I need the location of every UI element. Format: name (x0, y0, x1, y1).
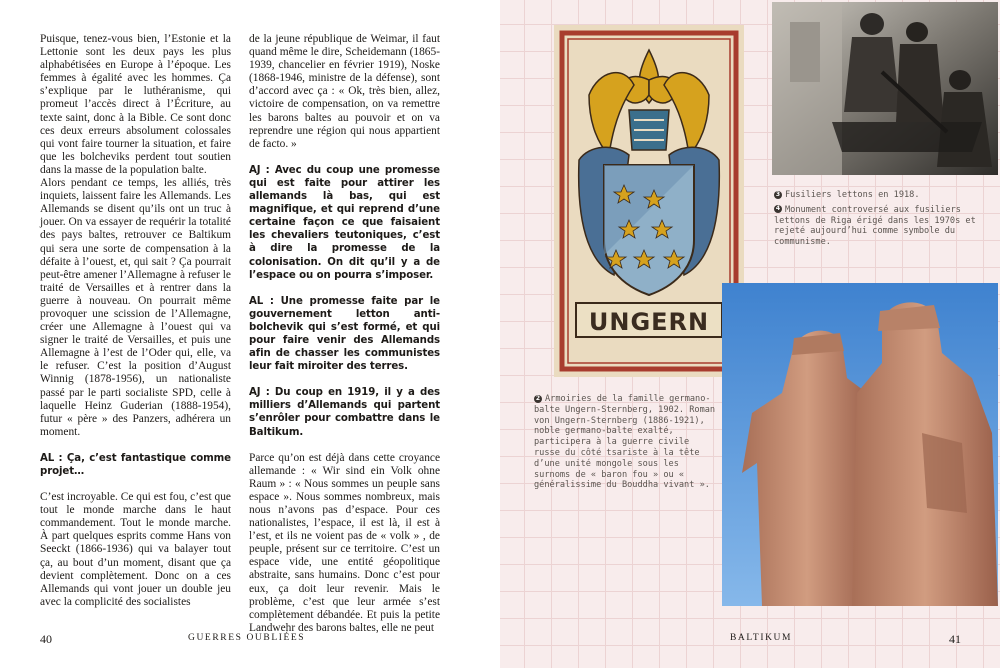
page-number: 40 (40, 632, 52, 646)
riflemen-monument-photo (722, 283, 998, 606)
riflemen-photo-art (772, 2, 998, 175)
coat-of-arms-image (554, 25, 744, 377)
paragraph: Parce qu’on est déjà dans cette croyance allemande : « Wir sind ein Volk ohne Raum » : « Nous sommes un peuple sans espace ». Nous sommes nombreux, mais nous n’avons pas d’espace. Pour ces nationalistes, l’espace, il est là, il est à l’est, et ils ne voient pas de « volk » , de peuple, présent sur ce territoire. C’est un espace vide, une entité géopolitique abstraite, sans humains. Donc c’est pour eux, ça doit leur revenir. Mais le problème, c’est que leur armée s’est complètement débandée. Et puis la petite Landwehr des barons baltes, elle ne peut (249, 451, 440, 634)
paragraph: Puisque, tenez-vous bien, l’Estonie et la Lettonie sont les deux pays les plus alphabétisées en Europe à l’époque. Les femmes à égalité avec les hommes. Ça s’explique par le luthéranisme, qui promeut l’accès direct à l’Écriture, au texte saint, donc à la Bible. Ce sont donc ces deux erreurs absolument colossales qui vont faire tourner la situation, et faire que les bolcheviks perdent tout soutien dans la masse de la population balte. (40, 33, 231, 176)
caption-monument: Monument controversé aux fusiliers lettons de Riga érigé dans les 1970s et rejeté aujourd’hui comme symbole du communisme. (774, 204, 976, 248)
caption-coat-of-arms: Armoiries de la famille germano-balte Ungern-Sternberg, 1902. Roman von Ungern-Sternberg (1886-1921), noble germano-balte exalté, participera à la guerre civile russe du côté tsariste à la tête d’une unité mongole sous les surnoms de « baron fou » ou « généralissime du Bouddha vivant ». (534, 394, 716, 491)
monument-photo-art (722, 283, 998, 606)
coat-of-arms-illustration (554, 25, 744, 377)
running-header: GUERRES OUBLIÉES (188, 633, 306, 643)
paragraph: de la jeune république de Weimar, il faut quand même le dire, Scheidemann (1865-1939, chancelier en février 1919), Noske (1868-1946, ministre de la défense), sont d’accord avec ça : « Ok, très bien, allez, victoire de compensation, on va remettre les barons baltes au pouvoir et on va reprendre une région qui nous appartient de facto. » (249, 33, 440, 150)
interview-question: AJ : Du coup en 1919, il y a des milliers d’Allemands qui partent s’enrôler pour combattre dans le Baltikum. (249, 387, 440, 438)
paragraph: C’est incroyable. Ce qui est fou, c’est que tout le monde marche dans le haut commandement. Tout le monde marche. À part quelques esprits comme Hans von Seeckt (1866-1936) qui va balayer tout ça, au bout d’un moment, disant que ça devient complètement. Donc on a ces Allemands qui vont jouer un double jeu avec la complicité des socialistes (40, 491, 231, 608)
page-number: 41 (949, 632, 961, 646)
text-column-1 (40, 33, 231, 609)
caption-number: 4 (775, 205, 781, 213)
caption-number: 3 (775, 190, 781, 198)
text-column-2 (249, 33, 440, 635)
interview-question: AL : Une promesse faite par le gouvernement letton anti-bolchevik qui s’est formé, et qui pour faire venir des Allemands afin de chasser les communistes leur fait miroiter des terres. (249, 295, 440, 373)
running-header: BALTIKUM (730, 633, 793, 643)
caption-block-top (774, 190, 984, 252)
riflemen-photo (772, 2, 998, 175)
caption-riflemen: Fusiliers lettons en 1918. (785, 190, 920, 200)
paragraph: Alors pendant ce temps, les alliés, très inquiets, laissent faire les Allemands. Les Allemands se disent qu’ils ont un truc à jouer. On va essayer de requérir la totalité des pays baltes, retrouver ce Baltikum qui sera une sorte de compensation à la défaite à l’ouest, et, qui sait ? Ça pourrait peut-être amener l’Allemagne à refuser le traité de Versailles et à rentrer dans la guerre à nouveau. On pourrait même provoquer une scission de l’Allemagne, créer une Allemagne à l’ouest qui va signer le traité de Versailles, et puis une Allemagne à l’est de l’Oder qui, elle, va le refuser. C’est la position d’August Winnig (1878-1956), un nationaliste passé par le parti socialiste SPD, celle à laquelle Heinz Guderian (1888-1954), futur « père » des Panzers, adhérera un moment. (40, 177, 231, 438)
caption-block-coat (534, 394, 718, 495)
interview-question: AL : Ça, c’est fantastique comme projet… (40, 452, 231, 477)
interview-question: AJ : Avec du coup une promesse qui est faite pour attirer les allemands là bas, qui est magnifique, et qui reprend d’une certaine façon ce que faisaient les chevaliers teutoniques, c’est à dire la promesse de la colonisation. On dit qu’il y a de l’espace ou on pourra s’imposer. (249, 164, 440, 281)
coat-of-arms-banner-text: UNGERN (588, 308, 710, 336)
right-page (500, 0, 1000, 668)
caption-number: 2 (535, 394, 541, 402)
